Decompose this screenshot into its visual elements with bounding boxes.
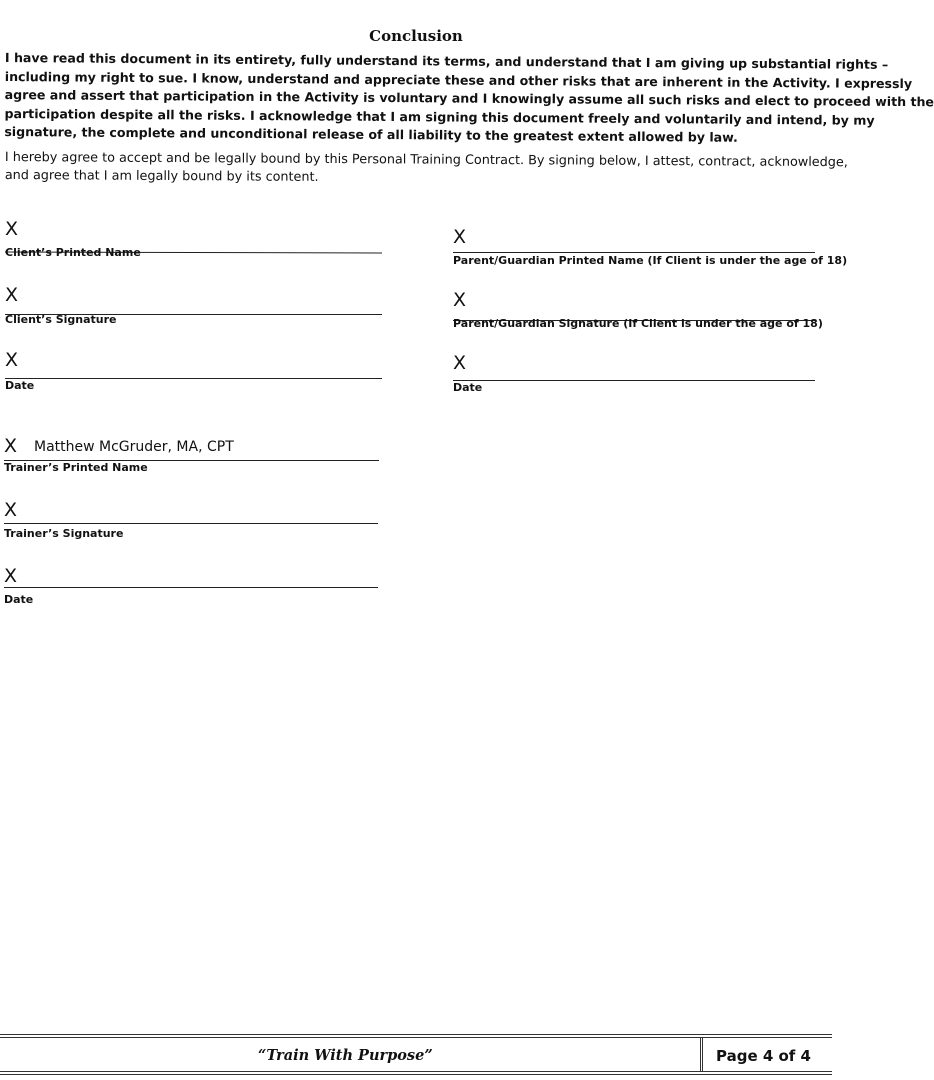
document-title: Conclusion xyxy=(369,27,463,45)
footer-top-rule xyxy=(0,1034,832,1035)
trainer-printed-name-block xyxy=(4,436,384,481)
signature-mark: X xyxy=(5,349,19,371)
client-date-line[interactable] xyxy=(5,378,382,379)
guardian-printed-name-line[interactable] xyxy=(453,252,815,253)
client-signature-block xyxy=(5,285,385,330)
trainer-signature-line[interactable] xyxy=(4,523,378,524)
trainer-printed-name-value: Matthew McGruder, MA, CPT xyxy=(34,439,234,455)
guardian-signature-label: Parent/Guardian Signature (If Client is under the age of 18) xyxy=(453,317,823,330)
guardian-date-line[interactable] xyxy=(453,380,815,381)
signature-mark: X xyxy=(4,499,18,521)
release-line: I have read this document in its entirety, fully understand its terms, and understand that I am giving up substantial rights – xyxy=(4,49,889,72)
client-printed-name-label: Client’s Printed Name xyxy=(5,246,141,259)
guardian-signature-block xyxy=(453,290,823,335)
page-number: Page 4 of 4 xyxy=(716,1047,811,1065)
release-line: signature, the complete and unconditional release of all liability to the greatest extent allowed by law. xyxy=(4,123,738,145)
trainer-signature-block xyxy=(4,500,384,545)
signature-mark: X xyxy=(453,289,467,311)
signature-mark: X xyxy=(453,352,467,374)
release-line: including my right to sue. I know, understand and appreciate these and other risks that are inherent in the Activity. I expressly xyxy=(4,68,913,91)
client-printed-name-block xyxy=(5,219,385,264)
signature-mark: X xyxy=(453,226,467,248)
footer-bottom-rule-outer xyxy=(0,1074,832,1075)
footer-motto: “Train With Purpose” xyxy=(258,1047,433,1064)
guardian-printed-name-label: Parent/Guardian Printed Name (If Client is under the age of 18) xyxy=(453,254,848,267)
client-date-block xyxy=(5,350,385,395)
agreement-line: and agree that I am legally bound by its content. xyxy=(4,167,319,185)
agreement-line: I hereby agree to accept and be legally bound by this Personal Training Contract. By signing below, I attest, contract, acknowledge, xyxy=(4,149,848,171)
signature-mark: X xyxy=(4,565,18,587)
trainer-printed-name-label: Trainer’s Printed Name xyxy=(4,461,148,474)
guardian-date-label: Date xyxy=(453,381,483,394)
trainer-signature-label: Trainer’s Signature xyxy=(4,527,124,540)
release-paragraph xyxy=(4,49,934,148)
guardian-printed-name-block xyxy=(453,226,848,272)
guardian-date-block xyxy=(453,353,823,398)
client-signature-label: Client’s Signature xyxy=(5,313,117,326)
signature-mark: X xyxy=(5,218,19,240)
trainer-date-line[interactable] xyxy=(4,587,378,588)
agreement-paragraph xyxy=(4,149,848,190)
signature-mark: X xyxy=(4,435,18,457)
footer-bottom-rule xyxy=(0,1071,832,1072)
signature-mark: X xyxy=(5,284,19,306)
release-line: participation despite all the risks. I acknowledge that I am signing this document freely and voluntarily and intend, by my xyxy=(4,105,875,128)
trainer-date-block xyxy=(4,566,384,611)
release-line: agree and assert that participation in the Activity is voluntary and I knowingly assume all such risks and elect to proceed with the xyxy=(4,86,934,110)
client-date-label: Date xyxy=(5,379,35,392)
trainer-date-label: Date xyxy=(4,593,34,606)
